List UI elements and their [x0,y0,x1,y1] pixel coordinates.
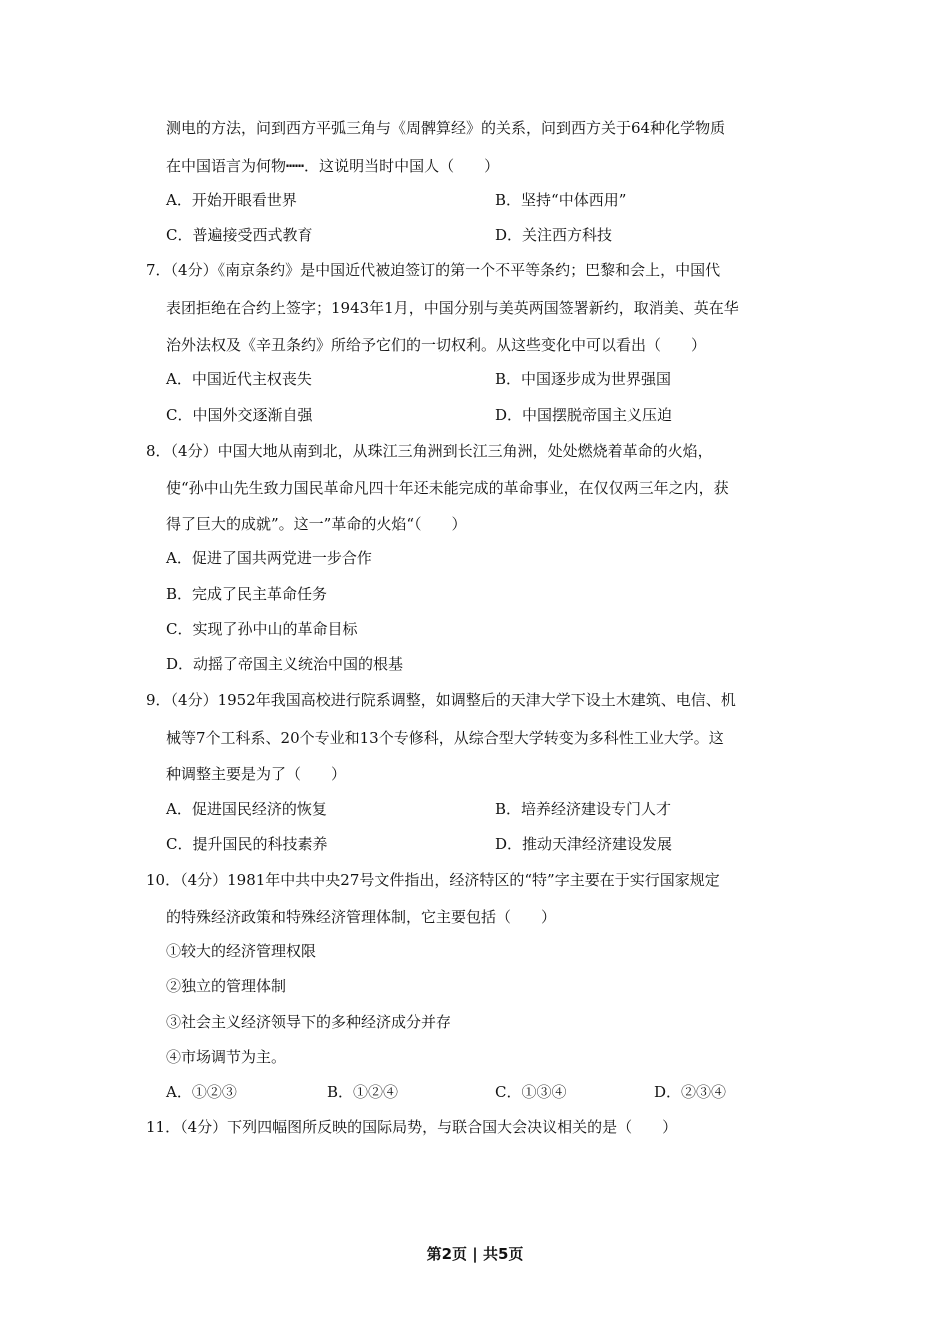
q10-option-b: B．①②④ [327,1083,399,1101]
q8-text-line-1: 8．（4分）中国大地从南到北，从珠江三角洲到长江三角洲，处处燃烧着革命的火焰， [146,442,713,460]
q6-option-d: D．关注西方科技 [495,226,613,244]
q8-option-b: B．完成了民主革命任务 [166,585,328,603]
q10-option-a: A．①②③ [166,1083,237,1101]
q9-option-d: D．推动天津经济建设发展 [495,835,673,853]
page-footer: 第2页 | 共5页 [426,1245,524,1263]
q7-option-c: C．中国外交逐渐自强 [166,406,313,424]
q8-option-a: A．促进了国共两党进一步合作 [166,549,372,567]
q10-item-4: ④市场调节为主。 [166,1048,287,1066]
q10-text-line-2: 的特殊经济政策和特殊经济管理体制，它主要包括（ ） [166,908,557,926]
q8-option-c: C．实现了孙中山的革命目标 [166,620,358,638]
q6-option-c: C．普遍接受西式教育 [166,226,313,244]
q7-text-line-1: 7．（4分）《南京条约》是中国近代被迫签订的第一个不平等条约；巴黎和会上，中国代 [146,261,721,279]
q10-option-c: C．①③④ [495,1083,567,1101]
q10-text-line-1: 10．（4分）1981年中共中央27号文件指出，经济特区的“特”字主要在于实行国家规定 [146,871,720,889]
q10-option-d: D．②③④ [654,1083,727,1101]
q9-text-line-3: 种调整主要是为了（ ） [166,765,347,783]
q9-text-line-1: 9．（4分）1952年我国高校进行院系调整，如调整后的天津大学下设土木建筑、电信、机 [146,691,736,709]
q10-item-2: ②独立的管理体制 [166,977,287,995]
q6-text-line-2: 在中国语言为何物┅┅．这说明当时中国人（ ） [166,157,500,175]
q7-option-d: D．中国摆脱帝国主义压迫 [495,406,673,424]
q6-option-a: A．开始开眼看世界 [166,191,297,209]
q7-option-a: A．中国近代主权丧失 [166,370,312,388]
q10-item-3: ③社会主义经济领导下的多种经济成分并存 [166,1013,452,1031]
q6-text-line-1: 测电的方法，问到西方平弧三角与《周髀算经》的关系，问到西方关于64种化学物质 [166,119,726,137]
q11-text-line-1: 11．（4分）下列四幅图所反映的国际局势，与联合国大会决议相关的是（ ） [146,1118,678,1136]
q10-item-1: ①较大的经济管理权限 [166,942,317,960]
q8-option-d: D．动摇了帝国主义统治中国的根基 [166,655,404,673]
q9-option-b: B．培养经济建设专门人才 [495,800,672,818]
q7-option-b: B．中国逐步成为世界强国 [495,370,672,388]
q6-option-b: B．坚持“中体西用” [495,191,627,209]
q8-text-line-2: 使“孙中山先生致力国民革命凡四十年还未能完成的革命事业，在仅仅两三年之内，获 [166,479,729,497]
q9-option-c: C．提升国民的科技素养 [166,835,328,853]
q9-text-line-2: 械等7个工科系、20个专业和13个专修科，从综合型大学转变为多科性工业大学。这 [166,729,724,747]
q7-text-line-3: 治外法权及《辛丑条约》所给予它们的一切权利。从这些变化中可以看出（ ） [166,336,707,354]
q8-text-line-3: 得了巨大的成就”。这一”革命的火焰“（ ） [166,515,467,533]
q9-option-a: A．促进国民经济的恢复 [166,800,327,818]
q7-text-line-2: 表团拒绝在合约上签字；1943年1月，中国分别与美英两国签署新约，取消美、英在华 [166,299,739,317]
